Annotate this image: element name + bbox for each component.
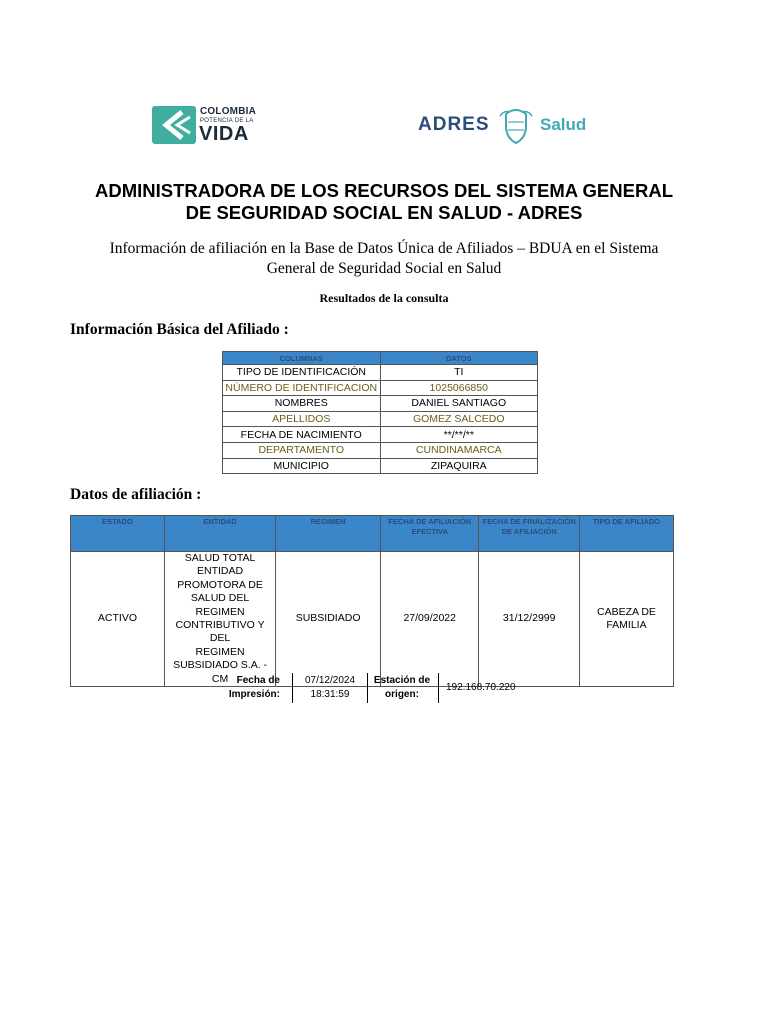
table-row: [223, 365, 538, 381]
row-label: NÚMERO DE IDENTIFICACION: [223, 380, 381, 396]
colombia-logo-icon: [152, 106, 196, 144]
page-title: [40, 180, 728, 224]
row-label: NOMBRES: [223, 396, 381, 412]
results-heading: Resultados de la consulta: [319, 291, 449, 305]
table-row: [71, 552, 674, 687]
row-label: APELLIDOS: [223, 411, 381, 427]
table-row: [223, 380, 538, 396]
entidad-line: PROMOTORA DE: [177, 578, 263, 591]
header-columnas: COLUMNAS: [223, 352, 381, 365]
page-subtitle: [60, 239, 708, 279]
title-line-2: DE SEGURIDAD SOCIAL EN SALUD - ADRES: [185, 202, 583, 223]
footer-divider: [367, 673, 368, 703]
row-value: GOMEZ SALCEDO: [380, 411, 538, 427]
basic-info-heading: Información Básica del Afiliado :: [70, 321, 289, 338]
row-value: ZIPAQUIRA: [380, 458, 538, 474]
cell-fecha-afiliacion: 27/09/2022: [381, 552, 479, 687]
entidad-line: SALUD TOTAL: [184, 552, 256, 564]
cell-estado: ACTIVO: [71, 552, 165, 687]
table-header-row: [223, 352, 538, 365]
tipo-line: FAMILIA: [606, 619, 647, 632]
cell-fecha-finalizacion: 31/12/2999: [479, 552, 579, 687]
station-label-line-1: Estación de: [373, 675, 431, 686]
table-row: [223, 396, 538, 412]
station-label: [370, 674, 434, 702]
print-label-line-1: Fecha de: [236, 675, 280, 686]
row-value: **/**/**: [380, 427, 538, 443]
entidad-line: CONTRIBUTIVO Y DEL: [175, 619, 265, 645]
affiliation-heading: Datos de afiliación :: [70, 486, 202, 503]
header-tipo-afiliado: TIPO DE AFILIADO: [579, 516, 673, 552]
adres-salud-logo: [418, 104, 598, 148]
header-regimen: REGIMEN: [276, 516, 381, 552]
affiliation-table: [70, 515, 674, 687]
table-row: [223, 427, 538, 443]
entidad-line: REGIMEN: [195, 645, 245, 658]
subtitle-line-1: Información de afiliación en la Base de Datos Única de Afiliados – BDUA en el Sistema: [109, 240, 659, 257]
colombia-potencia-vida-logo: [152, 104, 262, 146]
row-value: CUNDINAMARCA: [380, 442, 538, 458]
cell-regimen: SUBSIDIADO: [276, 552, 381, 687]
row-label: FECHA DE NACIMIENTO: [223, 427, 381, 443]
cell-entidad: [164, 552, 275, 687]
table-header-row: [71, 516, 674, 552]
footer-divider: [292, 673, 293, 703]
table-row: [223, 411, 538, 427]
cell-tipo-afiliado: [579, 552, 673, 687]
header-entidad: ENTIDAD: [164, 516, 275, 552]
row-label: TIPO DE IDENTIFICACIÓN: [223, 365, 381, 381]
row-value: TI: [380, 365, 538, 381]
row-label: MUNICIPIO: [223, 458, 381, 474]
title-line-1: ADMINISTRADORA DE LOS RECURSOS DEL SISTEMA GENERAL: [95, 180, 673, 201]
table-row: [223, 442, 538, 458]
header-datos: DATOS: [380, 352, 538, 365]
footer-divider: [438, 673, 439, 703]
header-fecha-finalizacion: FECHA DE FINALIZACIÓN DE AFILIACIÓN: [479, 516, 579, 552]
print-date-value: [298, 674, 362, 702]
entidad-line: SUBSIDIADO S.A. -CM: [173, 659, 268, 685]
logo-line-3: VIDA: [199, 123, 249, 145]
print-date: 07/12/2024: [304, 675, 356, 686]
station-value: 192.168.70.220: [446, 682, 516, 693]
tipo-line: CABEZA DE: [596, 605, 656, 618]
entidad-line: SALUD DEL REGIMEN: [190, 592, 250, 618]
header-fecha-afiliacion: FECHA DE AFILIACIÓN EFECTIVA: [381, 516, 479, 552]
logo-line-2: POTENCIA DE LA: [200, 118, 254, 124]
row-value: DANIEL SANTIAGO: [380, 396, 538, 412]
print-time: 18:31:59: [310, 689, 350, 700]
row-label: DEPARTAMENTO: [223, 442, 381, 458]
print-label-line-2: Impresión:: [228, 689, 280, 700]
adres-logo-text: ADRES: [418, 114, 490, 135]
basic-info-table: [222, 351, 538, 474]
print-date-label: [210, 674, 280, 702]
entidad-line: ENTIDAD: [197, 565, 244, 578]
station-label-line-2: origen:: [385, 689, 419, 700]
salud-logo-text: Salud: [540, 115, 587, 134]
coat-of-arms-icon: [498, 106, 534, 146]
row-value: 1025066850: [380, 380, 538, 396]
header-estado: ESTADO: [71, 516, 165, 552]
table-row: [223, 458, 538, 474]
subtitle-line-2: General de Seguridad Social en Salud: [266, 260, 502, 277]
logo-line-1: COLOMBIA: [200, 106, 257, 117]
